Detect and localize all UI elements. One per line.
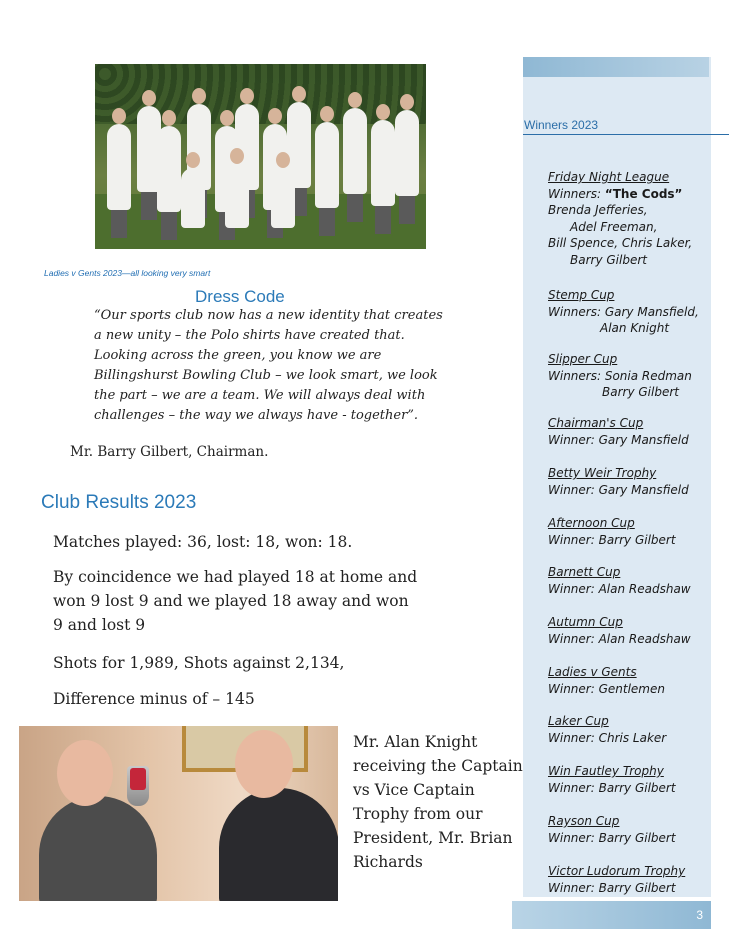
person-figure <box>107 124 131 210</box>
person-figure <box>371 120 395 206</box>
person-head <box>57 740 113 806</box>
person-figure <box>315 122 339 208</box>
person-figure <box>157 126 181 212</box>
award-win-fautley-trophy <box>548 763 723 796</box>
trophy-ribbon <box>130 768 146 790</box>
award-winner: Winner: Gary Mansfield <box>548 482 689 497</box>
person-figure <box>219 788 338 901</box>
difference-text: Difference minus of – 145 <box>53 690 255 708</box>
award-winner: Winners: Gary Mansfield, <box>548 304 699 319</box>
award-name: Slipper Cup <box>548 352 618 366</box>
award-winner-label: Winners: <box>548 186 605 201</box>
award-slipper-cup <box>548 351 723 401</box>
award-winner: Winner: Barry Gilbert <box>548 780 676 795</box>
person-figure <box>181 168 205 228</box>
award-betty-weir-trophy <box>548 465 723 498</box>
dress-code-title: Dress Code <box>195 287 285 306</box>
coincidence-text: By coincidence we had played 18 at home and won 9 lost 9 and we played 18 away and won 9 and lost 9 <box>53 568 418 634</box>
winners-title: Winners 2023 <box>524 118 599 132</box>
award-winner: Barry Gilbert <box>602 385 679 399</box>
matches-played: Matches played: 36, lost: 18, won: 18. <box>53 533 353 551</box>
award-winner: Winner: Alan Readshaw <box>548 631 691 646</box>
award-name: Autumn Cup <box>548 615 623 629</box>
award-winner: Winner: Barry Gilbert <box>548 532 676 547</box>
trophy-caption: Mr. Alan Knight receiving the Captain vs Vice Captain Trophy from our President, Mr. Brian Richards <box>353 733 523 871</box>
person-figure <box>271 168 295 228</box>
person-figure <box>225 164 249 228</box>
award-winner: Barry Gilbert <box>570 252 647 267</box>
award-winner: Adel Freeman, <box>570 219 658 234</box>
award-laker-cup <box>548 713 723 746</box>
award-autumn-cup <box>548 614 723 647</box>
award-rayson-cup <box>548 813 723 846</box>
person-head <box>235 730 293 798</box>
quote-author: Mr. Barry Gilbert, Chairman. <box>70 444 269 460</box>
award-name: Laker Cup <box>548 714 609 728</box>
award-name: Rayson Cup <box>548 814 620 828</box>
award-barnett-cup <box>548 564 723 597</box>
group-photo <box>95 64 426 249</box>
person-figure <box>395 110 419 196</box>
award-winner: Winner: Gentlemen <box>548 681 665 696</box>
award-name: Ladies v Gents <box>548 665 637 679</box>
award-winner: Winner: Barry Gilbert <box>548 830 676 845</box>
award-afternoon-cup <box>548 515 723 548</box>
trophy-photo <box>19 726 338 901</box>
award-team: “The Cods” <box>604 186 683 201</box>
award-name: Chairman's Cup <box>548 416 644 430</box>
award-stemp-cup <box>548 287 723 337</box>
award-name: Victor Ludorum Trophy <box>548 864 686 878</box>
award-winner: Winner: Alan Readshaw <box>548 581 691 596</box>
photo-caption: Ladies v Gents 2023—all looking very smart <box>44 268 211 278</box>
award-winner: Winner: Chris Laker <box>548 730 667 745</box>
award-name: Stemp Cup <box>548 288 615 302</box>
award-winner: Winner: Barry Gilbert <box>548 880 676 895</box>
person-figure <box>343 108 367 194</box>
award-ladies-v-gents <box>548 664 723 697</box>
award-victor-ludorum-trophy <box>548 863 723 896</box>
award-name: Friday Night League <box>548 170 670 184</box>
award-winner: Winner: Gary Mansfield <box>548 432 689 447</box>
award-winner: Bill Spence, Chris Laker, <box>548 236 693 250</box>
shots-text: Shots for 1,989, Shots against 2,134, <box>53 654 345 672</box>
award-friday-night-league <box>548 169 723 268</box>
award-chairmans-cup <box>548 415 723 448</box>
sidebar-top-bar <box>523 57 709 77</box>
award-winner: Brenda Jefferies, <box>548 203 648 217</box>
person-figure <box>39 796 157 901</box>
sidebar-bottom-bar <box>512 901 711 929</box>
page-number: 3 <box>696 908 703 922</box>
award-winner: Alan Knight <box>600 321 670 335</box>
winners-divider <box>523 134 729 135</box>
club-results-title: Club Results 2023 <box>41 492 197 513</box>
award-name: Win Fautley Trophy <box>548 764 664 778</box>
award-winner: Winners: Sonia Redman <box>548 368 692 383</box>
dress-code-quote: “Our sports club now has a new identity that creates a new unity – the Polo shirts have created that. Looking across the green, you know we are Billingshurst Bowling Club – we look smart, we look the part – we are a team. We will always deal with challenges – the way we always have - together”. <box>94 308 443 423</box>
award-name: Afternoon Cup <box>548 516 635 530</box>
award-name: Betty Weir Trophy <box>548 466 657 480</box>
award-name: Barnett Cup <box>548 565 621 579</box>
